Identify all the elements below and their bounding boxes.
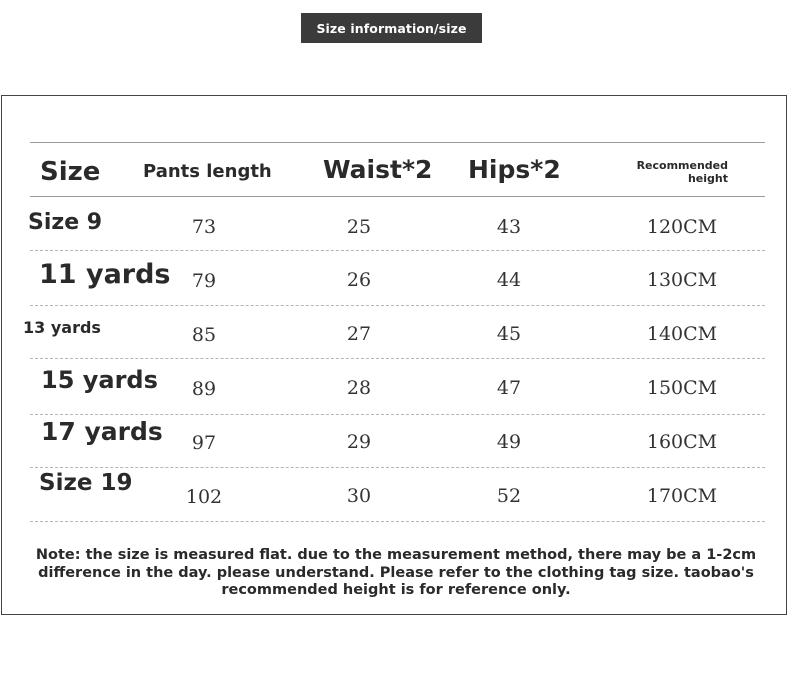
cell-pants-length: 73 (191, 216, 217, 238)
row-divider (30, 305, 765, 306)
note-line: Note: the size is measured flat. due to the measurement method, there may be a 1-2cm (35, 547, 757, 563)
cell-recommended-height: 160CM (646, 431, 718, 453)
cell-hips: 45 (496, 323, 522, 345)
measurement-note (20, 547, 772, 600)
row-divider (30, 467, 765, 468)
table-bottom-divider (30, 521, 765, 522)
header-size: Size (40, 157, 101, 187)
cell-pants-length: 85 (191, 324, 217, 346)
row-label: Size 9 (28, 210, 103, 235)
cell-waist: 28 (346, 377, 372, 399)
header-recommended-height (618, 159, 728, 185)
cell-pants-length: 89 (191, 378, 217, 400)
cell-waist: 26 (346, 269, 372, 291)
cell-hips: 49 (496, 431, 522, 453)
row-label: 13 yards (23, 318, 101, 337)
row-divider (30, 414, 765, 415)
size-information-banner: Size information/size (301, 13, 482, 43)
cell-waist: 29 (346, 431, 372, 453)
cell-recommended-height: 140CM (646, 323, 718, 345)
header-divider (30, 196, 765, 197)
cell-hips: 44 (496, 269, 522, 291)
cell-pants-length: 97 (191, 432, 217, 454)
note-line: difference in the day. please understand. Please refer to the clothing tag size. taobao's (38, 564, 754, 581)
row-divider (30, 358, 765, 359)
cell-pants-length: 79 (191, 270, 217, 292)
row-label: 11 yards (39, 259, 171, 290)
header-waist: Waist*2 (323, 155, 433, 184)
note-line: recommended height is for reference only. (221, 582, 571, 598)
header-hips: Hips*2 (468, 155, 561, 184)
header-recommended-line2: height (687, 172, 728, 185)
cell-pants-length: 102 (185, 486, 223, 508)
cell-waist: 30 (346, 485, 372, 507)
cell-waist: 27 (346, 323, 372, 345)
header-recommended-line1: Recommended (636, 159, 728, 172)
row-label: Size 19 (39, 470, 133, 496)
cell-hips: 47 (496, 377, 522, 399)
row-divider (30, 250, 765, 251)
cell-waist: 25 (346, 216, 372, 238)
cell-recommended-height: 130CM (646, 269, 718, 291)
cell-hips: 43 (496, 216, 522, 238)
cell-recommended-height: 120CM (646, 216, 718, 238)
cell-hips: 52 (496, 485, 522, 507)
row-label: 15 yards (41, 366, 158, 394)
header-pants-length: Pants length (143, 161, 272, 182)
cell-recommended-height: 150CM (646, 377, 718, 399)
row-label: 17 yards (41, 417, 163, 446)
table-top-divider (30, 142, 765, 143)
cell-recommended-height: 170CM (646, 485, 718, 507)
